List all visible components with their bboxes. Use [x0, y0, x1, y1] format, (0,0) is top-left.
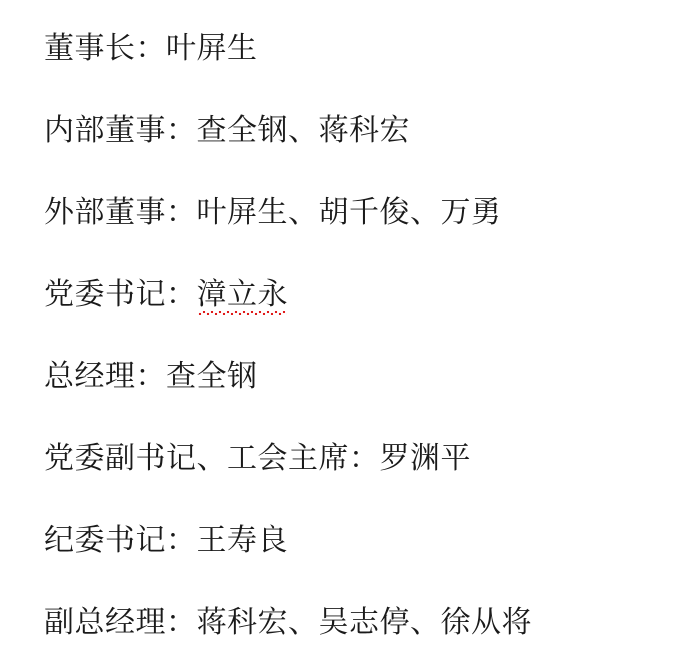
role-label: 董事长 [44, 32, 136, 65]
roster-line [44, 418, 694, 500]
role-label: 党委书记 [44, 278, 166, 311]
role-separator: ： [135, 360, 166, 393]
roster-line [44, 8, 694, 90]
role-label: 纪委书记 [44, 524, 166, 557]
role-label: 外部董事 [44, 196, 166, 229]
roster-line [44, 500, 694, 582]
role-label: 总经理 [44, 360, 136, 393]
role-separator: ： [135, 32, 166, 65]
name-list: 查全钢、蒋科宏 [196, 114, 410, 147]
name-list: 叶屏生 [166, 32, 258, 65]
roster-line [44, 254, 694, 336]
name-list: 叶屏生、胡千俊、万勇 [196, 196, 502, 229]
role-label: 党委副书记、工会主席 [44, 442, 349, 475]
role-separator: ： [166, 606, 197, 639]
role-separator: ： [166, 524, 197, 557]
role-separator: ： [166, 278, 197, 311]
name-list: 罗渊平 [379, 442, 471, 475]
role-label: 内部董事 [44, 114, 166, 147]
roster-line [44, 172, 694, 254]
role-separator: ： [349, 442, 380, 475]
name-list-misspelled: 漳立永 [196, 278, 288, 311]
role-separator: ： [166, 196, 197, 229]
role-separator: ： [166, 114, 197, 147]
roster-line [44, 336, 694, 418]
name-list: 蒋科宏、吴志停、徐从将 [196, 606, 532, 639]
name-list: 王寿良 [196, 524, 288, 557]
name-list: 查全钢 [166, 360, 258, 393]
roster-line [44, 90, 694, 172]
role-label: 副总经理 [44, 606, 166, 639]
roster-line [44, 582, 694, 664]
